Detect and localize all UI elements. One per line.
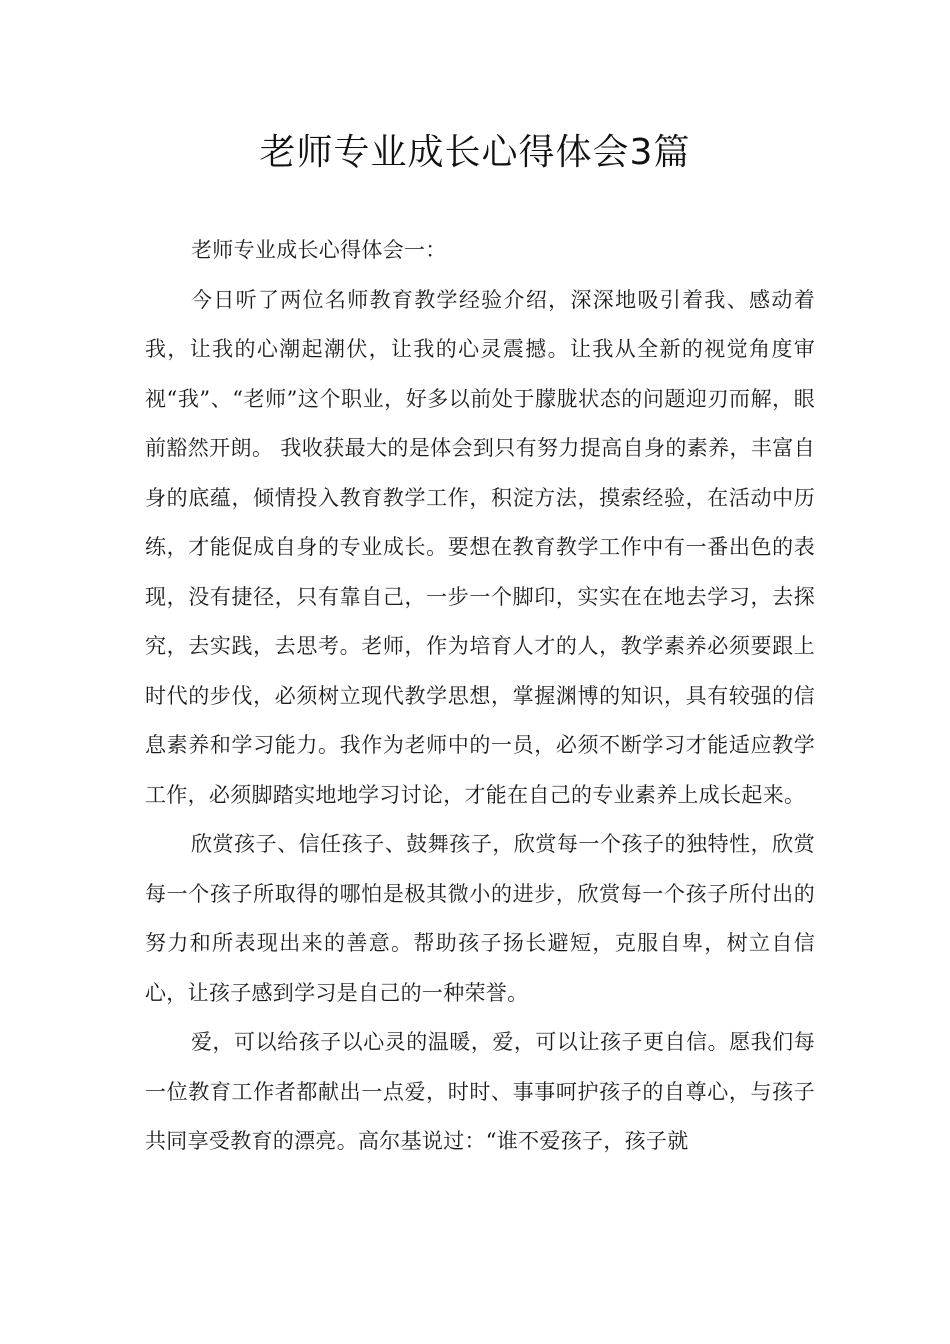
- section-heading: 老师专业成长心得体会一：: [191, 238, 447, 262]
- document-body: [145, 226, 815, 1167]
- document-title: 老师专业成长心得体会3篇: [259, 132, 691, 173]
- paragraph-3: 爱，可以给孩子以心灵的温暖，爱，可以让孩子更自信。愿我们每一位教育工作者都献出一点爱，时时、事事呵护孩子的自尊心，与孩子共同享受教育的漂亮。高尔基说过：“谁不爱孩子，孩子就: [145, 1030, 815, 1153]
- paragraph-1: 今日听了两位名师教育教学经验介绍，深深地吸引着我、感动着我，让我的心潮起潮伏，让我的心灵震撼。让我从全新的视觉角度审视“我”、“老师”这个职业，好多以前处于朦胧状态的问题迎刃而解，眼前豁然开朗。 我收获最大的是体会到只有努力提高自身的素养，丰富自身的底蕴，倾情投入教育教学工作，积淀方法，摸索经验，在活动中历练，才能促成自身的专业成长。要想在教育教学工作中有一番出色的表现，没有捷径，只有靠自己，一步一个脚印，实实在在地去学习，去探究，去实践，去思考。老师，作为培育人才的人，教学素养必须要跟上时代的步伐，必须树立现代教学思想，掌握渊博的知识，具有较强的信息素养和学习能力。我作为老师中的一员，必须不断学习才能适应教学工作，必须脚踏实地地学习讨论，才能在自己的专业素养上成长起来。: [145, 287, 815, 807]
- paragraph-2: 欣赏孩子、信任孩子、鼓舞孩子，欣赏每一个孩子的独特性，欣赏每一个孩子所取得的哪怕是极其微小的进步，欣赏每一个孩子所付出的努力和所表现出来的善意。帮助孩子扬长避短，克服自卑，树立自信心，让孩子感到学习是自己的一种荣誉。: [145, 832, 815, 1005]
